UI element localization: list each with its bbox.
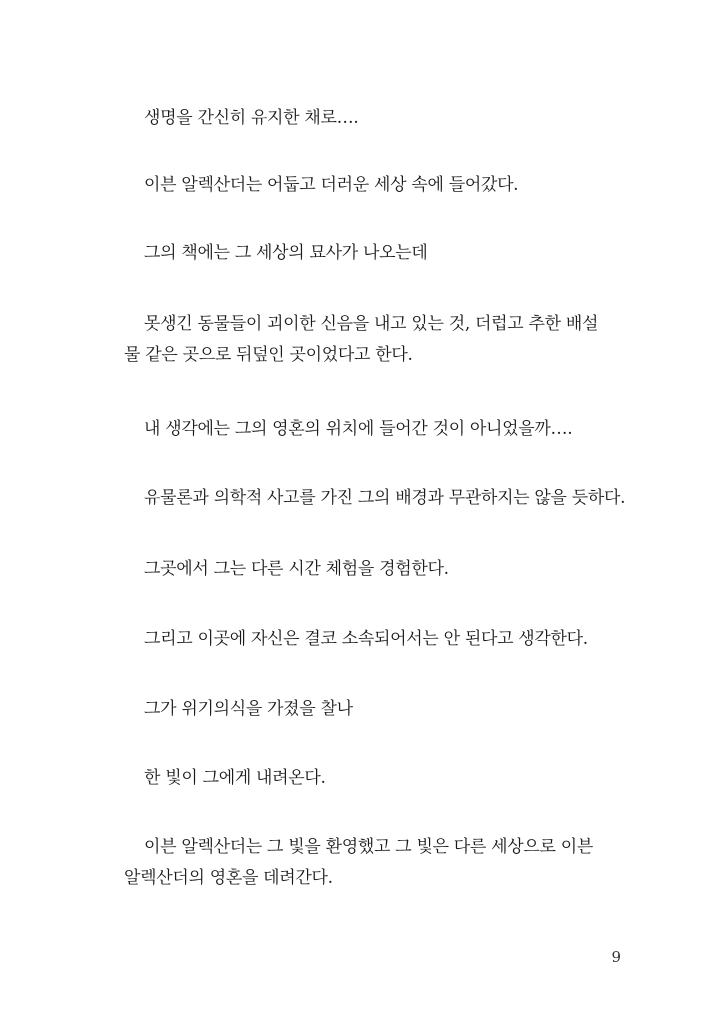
paragraph-6 <box>124 483 624 514</box>
paragraph-11 <box>124 832 624 894</box>
paragraph-7 <box>124 554 624 585</box>
paragraph-1 <box>124 103 624 134</box>
paragraph-line: 그리고 이곳에 자신은 결코 소속되어서는 안 된다고 생각한다. <box>144 629 588 649</box>
paragraph-line: 알렉산더의 영혼을 데려간다. <box>124 868 333 888</box>
paragraph-line: 그의 책에는 그 세상의 묘사가 나오는데 <box>144 243 428 263</box>
paragraph-line: 그곳에서 그는 다른 시간 체험을 경험한다. <box>144 559 449 579</box>
paragraph-2 <box>124 170 624 201</box>
paragraph-4 <box>124 309 624 371</box>
paragraph-line: 유물론과 의학적 사고를 가진 그의 배경과 무관하지는 않을 듯하다. <box>144 488 626 508</box>
paragraph-line: 이븐 알렉산더는 어둡고 더러운 세상 속에 들어갔다. <box>144 175 519 195</box>
paragraph-3 <box>124 238 624 269</box>
paragraph-line: 그가 위기의식을 가졌을 찰나 <box>144 699 353 719</box>
paragraph-5 <box>124 414 624 445</box>
page-number: 9 <box>611 948 621 966</box>
paragraph-9 <box>124 694 624 725</box>
paragraph-line: 못생긴 동물들이 괴이한 신음을 내고 있는 것, 더럽고 추한 배설 <box>144 314 599 334</box>
paragraph-line: 이븐 알렉산더는 그 빛을 환영했고 그 빛은 다른 세상으로 이븐 <box>144 837 593 857</box>
paragraph-10 <box>124 763 624 794</box>
paragraph-8 <box>124 624 624 655</box>
paragraph-line: 내 생각에는 그의 영혼의 위치에 들어간 것이 아니었을까…. <box>144 419 573 439</box>
paragraph-line: 물 같은 곳으로 뒤덮인 곳이었다고 한다. <box>124 345 413 365</box>
paragraph-line: 한 빛이 그에게 내려온다. <box>144 768 326 788</box>
paragraph-line: 생명을 간신히 유지한 채로…. <box>144 108 359 128</box>
